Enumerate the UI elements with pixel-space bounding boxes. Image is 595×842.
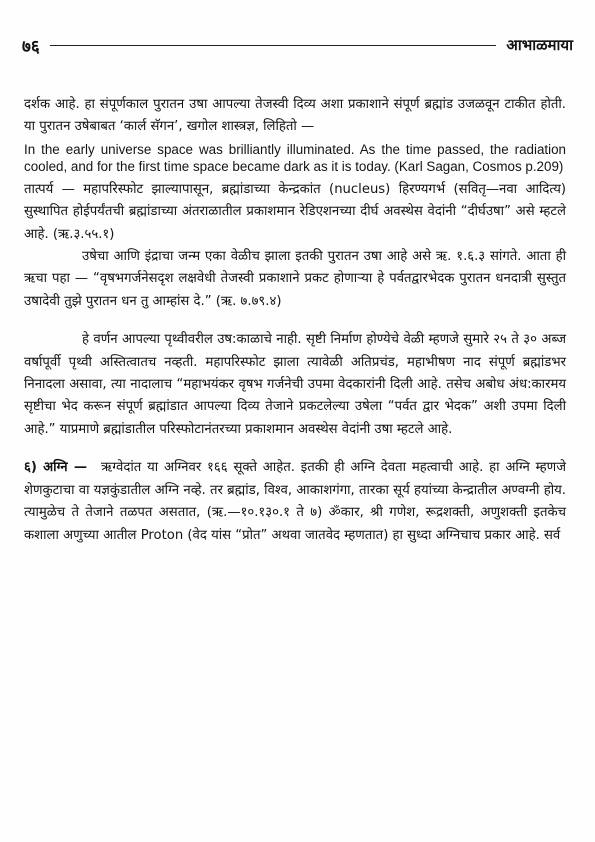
paragraph-5 [24, 457, 566, 547]
body-text [24, 94, 566, 547]
paragraph-2-text: तात्पर्य — महापरिस्फोट झाल्यापासून, ब्रह्मांडाच्या केन्द्रकांत (nucleus) हिरण्यगर्भ (सवितृ—नवा आदित्य) सुस्थापित होईपर्यंतची ब्रह्मांडाच्या अंतराळातील प्रकाशमान रेडिएशनच्या दीर्घ अवस्थेस वेदांनी “दीर्घउषा” असे म्हटले आहे. (ऋ.३.५५.१) [24, 181, 566, 242]
paragraph-3 [24, 246, 566, 313]
paragraph-2 [24, 179, 566, 246]
section-heading-agni: ६) अग्नि — [24, 460, 88, 476]
header-rule [50, 45, 497, 46]
paragraph-3-text: उषेचा आणि इंद्राचा जन्म एका वेळीच झाला इतकी पुरातन उषा आहे असे ऋ. १.६.३ सांगते. आता ही ऋचा पहा — “वृषभगर्जनेसदृश लक्षवेधी तेजस्वी प्रकाशाने प्रकट होणाऱ्या हे पर्वतद्वारभेदक पुरातन धनदात्री सुस्तुत उषादेवी तुझे पुरातन धन तु आम्हांस दे.” (ऋ. ७.७९.४) [24, 249, 566, 309]
paragraph-4-text: हे वर्णन आपल्या पृथ्वीवरील उष:काळाचे नाही. सृष्टी निर्माण होण्येचे वेळी म्हणजे सुमारे २५ ते ३० अब्ज वर्षापूर्वी पृथ्वी अस्तित्वातच नव्हती. महापरिस्फोट झाला त्यावेळी अतिप्रचंड, महाभीषण नाद संपूर्ण ब्रह्मांडभर निनादला असावा, त्या नादालाच “महाभयंकर वृषभ गर्जनेची उपमा वेदकारांनी दिली आहे. तसेच अबोध अंध:कारमय सृष्टीचा भेद करून संपूर्ण ब्रह्मांडात आपल्या दिव्य तेजाने प्रकटलेल्या उषेला “पर्वत द्वार भेदक” अशी उपमा दिली आहे.” याप्रमाणे ब्रह्मांडातील परिस्फोटानंतरच्या प्रकाशमान अवस्थेस वेदांनी उषा म्हटले आहे. [24, 332, 566, 437]
running-title: आभाळमाया [506, 36, 573, 54]
paragraph-1 [24, 94, 566, 175]
page-header [22, 34, 573, 56]
english-quote: In the early universe space was brilliantly illuminated. As the time passed, the radiation cooled, and for the first time space became dark as it is today. (Karl Sagan, Cosmos p.209) [24, 141, 566, 174]
paragraph-4 [24, 329, 566, 441]
paragraph-1-text: दर्शक आहे. हा संपूर्णकाल पुरातन उषा आपल्या तेजस्वी दिव्य अशा प्रकाशाने संपूर्ण ब्रह्मांड उजळवून टाकीत होती. या पुरातन उषेबाबत ‘कार्ल सॅगन’, खगोल शास्त्रज्ञ, लिहितो — [24, 97, 566, 135]
paragraph-5-text: ऋग्वेदांत या अग्निवर १६६ सूक्ते आहेत. इतकी ही अग्नि देवता महत्वाची आहे. हा अग्नि म्हणजे शेणकुटाचा वा यज्ञकुंडातील अग्नि नव्हे. तर ब्रह्मांड, विश्व, आकाशगंगा, तारका सूर्य हयांच्या केन्द्रातील अण्वग्नी होय. त्यामुळेच ते तेजाने तळपत असतात, (ऋ.—१०.१३०.१ ते ७) ॐकार, श्री गणेश, रूद्रशक्ती, अणुशक्ती इतकेच कशाला अणुच्या आतील Proton (वेद यांस “प्रोत” अथवा जातवेद म्हणतात) हा सुध्दा अग्निचाच प्रकार आहे. सर्व [24, 460, 566, 543]
page-number: ७६ [22, 36, 40, 57]
